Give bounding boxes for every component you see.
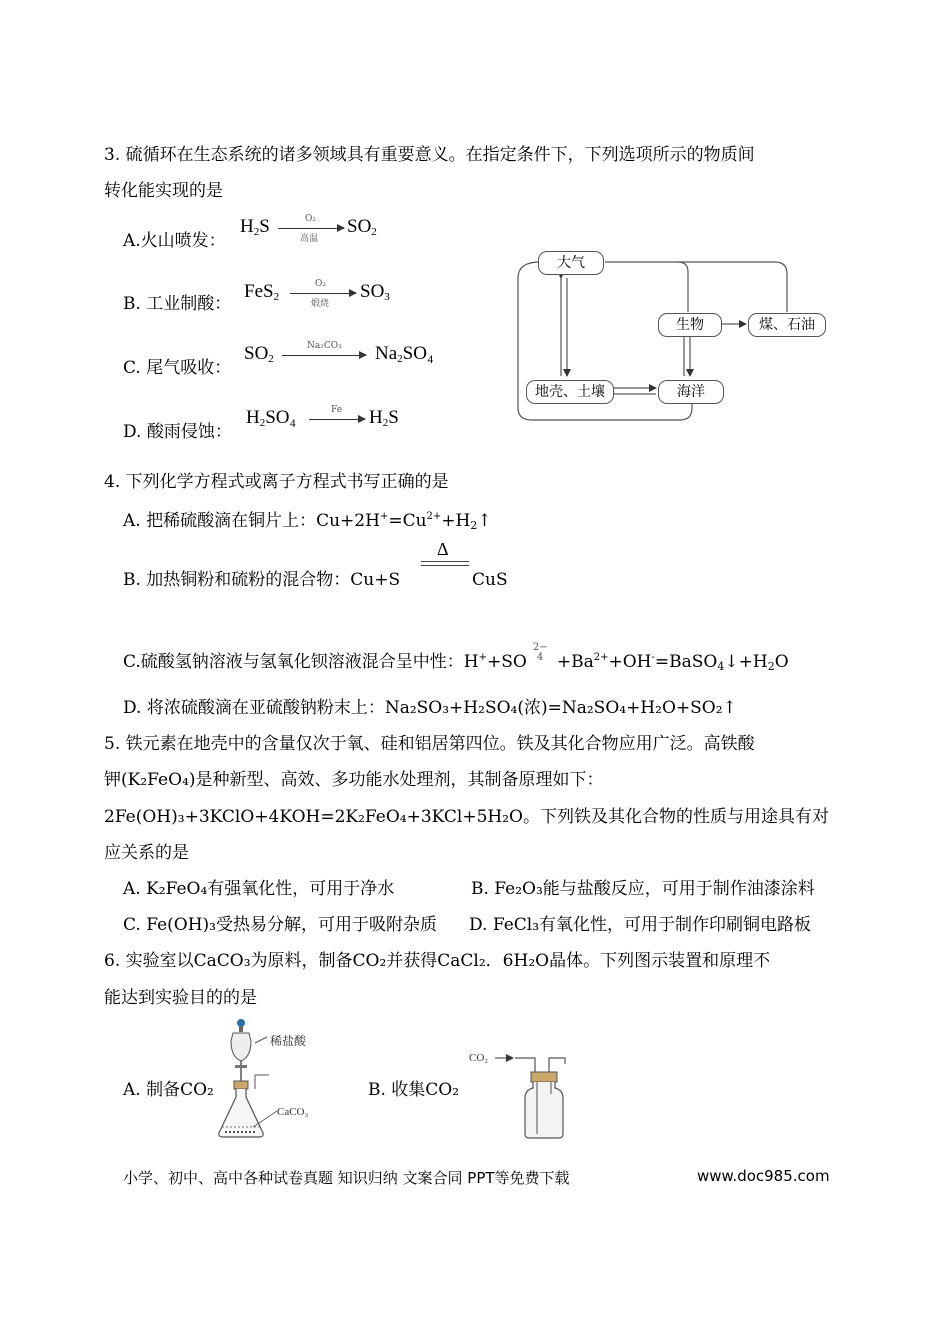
q6-line1: 6. 实验室以CaCO₃为原料，制备CO₂并获得CaCl₂．6H₂O晶体。下列图示装置和原理不 — [104, 951, 771, 971]
q3-option-d-arrow — [309, 419, 365, 420]
q5-option-a: A. K₂FeO₄有强氧化性，可用于净水 — [123, 879, 395, 899]
q3-option-c-cond: Na₂CO₃ — [307, 341, 342, 351]
label-dilute-hydrochloric-acid: 稀盐酸 — [270, 1034, 307, 1048]
q3-option-b-cond: O₂ — [315, 279, 326, 289]
q4-option-b-equal-line-top — [421, 561, 469, 562]
q3-option-b-right: $SO_3$ — [360, 281, 390, 303]
diagram-node-fossil-fuel: 煤、石油 — [748, 313, 826, 337]
label-caco3: CaCO₃ — [277, 1106, 309, 1118]
q3-option-c-right: $Na_2SO_4$ — [375, 343, 434, 365]
label-co2-inlet: CO₂ — [469, 1052, 489, 1064]
page-footer — [123, 1167, 830, 1188]
q3-option-b-cond-below: 煅烧 — [311, 299, 330, 309]
q5-option-c: C. Fe(OH)₃受热易分解，可用于吸附杂质 — [123, 915, 437, 935]
q3-stem-line2: 转化能实现的是 — [104, 181, 223, 201]
q4-option-b-product: CuS — [472, 570, 508, 590]
q4-option-b-heat-symbol: Δ — [437, 539, 449, 559]
q3-option-d-left: $H_2SO_4$ — [246, 407, 297, 429]
q3-option-b-left: FeS$_2$ — [244, 281, 280, 303]
q3-option-a-left: $H_2S$ — [240, 216, 270, 238]
q5-line3: 2Fe(OH)₃+3KClO+4KOH=2K₂FeO₄+3KCl+5H₂O。下列铁及其化合物的性质与用途具有对 — [104, 807, 829, 827]
q3-option-d-right: $H_2S$ — [369, 407, 399, 429]
q5-line4: 应关系的是 — [104, 843, 189, 863]
q3-option-c-arrow — [282, 355, 366, 356]
diagram-node-crust-soil: 地壳、土壤 — [526, 380, 614, 404]
q5-option-d: D. FeCl₃有氧化性，可用于制作印刷铜电路板 — [469, 915, 812, 935]
q3-option-a-label: A.火山喷发： — [123, 231, 226, 251]
diagram-node-atmosphere: 大气 — [538, 251, 604, 275]
q4-option-c-ion-charge: 2− 4 — [532, 642, 548, 663]
q5-line2: 钾(K₂FeO₄)是种新型、高效、多功能水处理剂，其制备原理如下： — [104, 770, 604, 790]
q3-option-a-cond: O₂ — [305, 214, 316, 224]
q3-option-b-label: B. 工业制酸： — [123, 294, 232, 314]
footer-text: 小学、初中、高中各种试卷真题 知识归纳 文案合同 PPT等免费下载 — [123, 1169, 570, 1187]
q4-option-b: B. 加热铜粉和硫粉的混合物：Cu+S — [123, 570, 401, 590]
q3-option-a-right: $SO_2$ — [347, 216, 377, 238]
q6-option-b: B. 收集CO₂ — [368, 1080, 460, 1100]
q4-option-b-equal-line-bottom — [421, 565, 469, 566]
q4-option-c: C.硫酸氢钠溶液与氢氧化钡溶液混合呈中性：H++SO 2− 4 $+Ba^{2+}+OH^-=BaSO_4↓+H_2O$ — [123, 642, 789, 673]
q4-option-a: A. 把稀硫酸滴在铜片上：$Cu+2H^+=Cu^{2+}+H_2↑$ — [123, 511, 492, 532]
diagram-node-organism: 生物 — [658, 313, 722, 337]
q3-option-b-arrow — [290, 293, 356, 294]
q5-option-b: B. Fe₂O₃能与盐酸反应，可用于制作油漆涂料 — [471, 879, 815, 899]
q3-option-d-cond: Fe — [331, 405, 343, 415]
q3-stem-line1: 3. 硫循环在生态系统的诸多领域具有重要意义。在指定条件下，下列选项所示的物质间 — [104, 145, 755, 165]
q6-line2: 能达到实验目的的是 — [104, 988, 257, 1008]
footer-url[interactable]: www.doc985.com — [697, 1167, 830, 1185]
diagram-node-ocean: 海洋 — [658, 380, 724, 404]
q3-option-a-arrow — [278, 228, 344, 229]
q3-option-a-cond-below: 高温 — [300, 234, 319, 244]
q3-option-d-label: D. 酸雨侵蚀： — [123, 422, 232, 442]
q5-line1: 5. 铁元素在地壳中的含量仅次于氧、硅和铝居第四位。铁及其化合物应用广泛。高铁酸 — [104, 734, 755, 754]
q3-option-c-label: C. 尾气吸收： — [123, 358, 232, 378]
q4-stem: 4. 下列化学方程式或离子方程式书写正确的是 — [104, 472, 449, 492]
q4-option-d: D. 将浓硫酸滴在亚硫酸钠粉末上：Na₂SO₃+H₂SO₄(浓)=Na₂SO₄+H₂O+SO₂↑ — [123, 698, 737, 718]
q6-option-a: A. 制备CO₂ — [123, 1080, 214, 1100]
q3-option-c-left: $SO_2$ — [244, 343, 274, 365]
